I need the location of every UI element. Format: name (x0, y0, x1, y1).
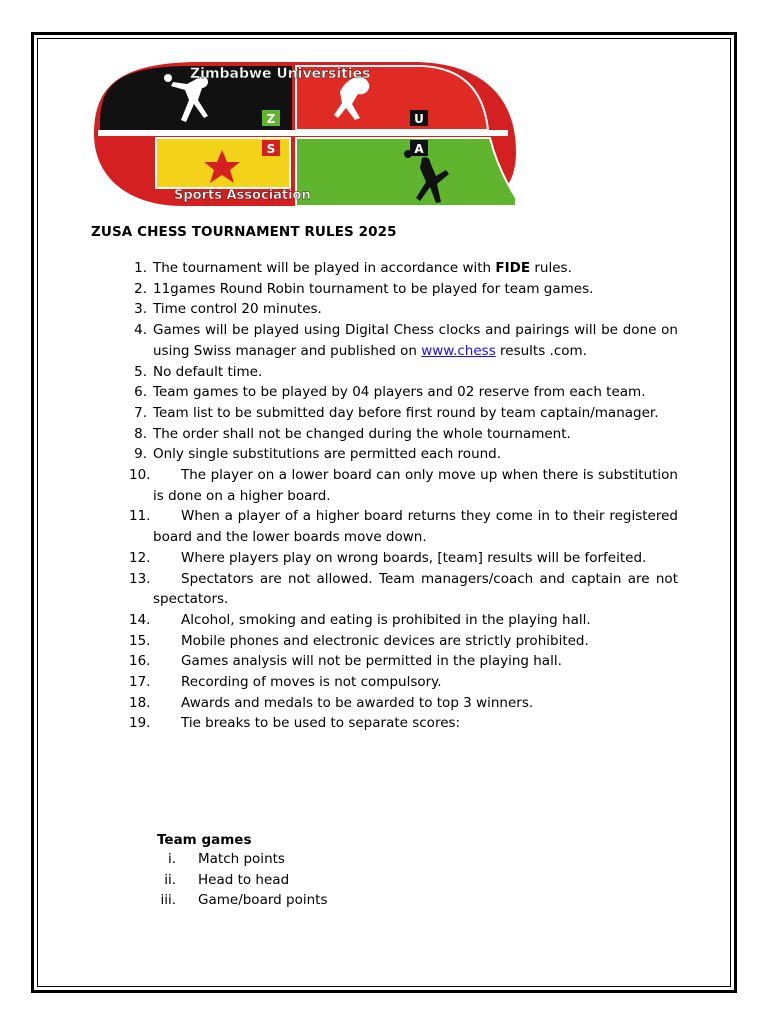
rule-item (117, 258, 678, 279)
rule-bold-text: FIDE (495, 260, 531, 276)
rule-text: Team list to be submitted day before first round by team captain/manager. (153, 404, 659, 421)
rule-item (117, 569, 678, 610)
rule-text: Games will be played using Digital Chess clocks and pairings will be done on using Swiss manager and published on (153, 322, 678, 359)
logo-letter-s: S (266, 142, 276, 156)
zusa-logo (92, 62, 518, 206)
rule-item (117, 320, 678, 361)
rule-text: Games analysis will not be permitted in the playing hall. (181, 653, 562, 670)
tie-break-item (130, 870, 327, 891)
tie-break-text: Game/board points (198, 892, 328, 909)
rule-number: 9. (134, 446, 147, 463)
rule-number: 2. (134, 280, 147, 297)
rule-text: Awards and medals to be awarded to top 3 winners. (181, 694, 534, 711)
rule-number: 17. (129, 674, 151, 691)
rule-number: 16. (129, 653, 151, 670)
tie-break-number: i. (167, 851, 176, 867)
rule-text: The order shall not be changed during the whole tournament. (153, 425, 571, 442)
logo-bottom-text: Sports Association (174, 188, 311, 203)
rule-text: When a player of a higher board returns they come in to their registered board and the lower boards move down. (153, 508, 678, 546)
rule-text: Team games to be played by 04 players and 02 reserve from each team. (153, 384, 646, 401)
rule-number: 4. (134, 322, 147, 339)
rule-text: rules. (530, 260, 572, 276)
rule-number: 12. (129, 549, 151, 566)
rule-item (117, 465, 678, 506)
rule-number: 13. (129, 570, 151, 587)
tie-break-number: iii. (160, 892, 176, 909)
tie-break-item (130, 890, 327, 911)
rule-text: Tie breaks to be used to separate scores: (181, 715, 461, 732)
rule-number: 6. (134, 384, 147, 401)
logo-top-text: Zimbabwe Universities (190, 66, 371, 82)
logo-letter-u: U (414, 112, 424, 126)
tie-break-list (130, 849, 327, 911)
chess-results-link[interactable]: www.chess (421, 342, 496, 359)
rule-text: Where players play on wrong boards, [team] results will be forfeited. (181, 549, 647, 566)
football (164, 74, 172, 82)
rule-text: results .com. (495, 342, 587, 359)
rule-item (117, 382, 678, 403)
tie-break-item (130, 849, 327, 870)
rule-item (117, 548, 678, 569)
rule-number: 19. (129, 715, 151, 732)
rules-list (117, 258, 678, 734)
rule-number: 7. (134, 404, 147, 421)
rule-item (117, 362, 678, 383)
rule-item (117, 693, 678, 714)
rule-number: 1. (134, 260, 147, 276)
rule-number: 5. (134, 363, 147, 380)
tie-break-number: ii. (164, 871, 176, 888)
rule-item (117, 299, 678, 320)
rule-text: Alcohol, smoking and eating is prohibited in the playing hall. (181, 611, 591, 628)
rule-text: Only single substitutions are permitted each round. (153, 446, 502, 463)
rule-item (117, 506, 678, 547)
tie-break-text: Match points (198, 851, 285, 867)
rule-text: Spectators are not allowed. Team managers/coach and captain are not spectators. (153, 570, 678, 608)
rule-number: 3. (134, 301, 147, 318)
rule-number: 10. (129, 467, 151, 484)
rule-item (117, 279, 678, 300)
rule-number: 15. (129, 632, 151, 649)
rule-number: 11. (129, 508, 151, 525)
rule-item (117, 651, 678, 672)
rule-number: 8. (134, 425, 147, 442)
rule-text: Mobile phones and electronic devices are strictly prohibited. (181, 632, 589, 649)
logo-letter-a: A (414, 142, 424, 156)
rule-item (117, 631, 678, 652)
rule-text: No default time. (153, 363, 263, 380)
document-title: ZUSA CHESS TOURNAMENT RULES 2025 (91, 224, 397, 240)
team-games-heading: Team games (157, 832, 252, 848)
rule-item (117, 713, 678, 734)
tie-break-text: Head to head (198, 871, 290, 888)
rule-number: 14. (129, 611, 151, 628)
logo-letter-z: Z (266, 112, 276, 126)
rule-text: Time control 20 minutes. (153, 301, 322, 318)
rule-number: 18. (129, 694, 151, 711)
rule-item (117, 672, 678, 693)
rule-text: Recording of moves is not compulsory. (181, 674, 442, 691)
rule-text: 11games Round Robin tournament to be played for team games. (153, 280, 594, 297)
rule-text: The tournament will be played in accordance with (153, 260, 496, 276)
rule-item (117, 403, 678, 424)
rule-item (117, 444, 678, 465)
rule-item (117, 610, 678, 631)
logo-divider (98, 130, 508, 136)
logo-green-panel (296, 138, 516, 206)
rule-text: The player on a lower board can only move up when there is substitution is done on a higher board. (153, 467, 678, 504)
rule-item (117, 424, 678, 445)
